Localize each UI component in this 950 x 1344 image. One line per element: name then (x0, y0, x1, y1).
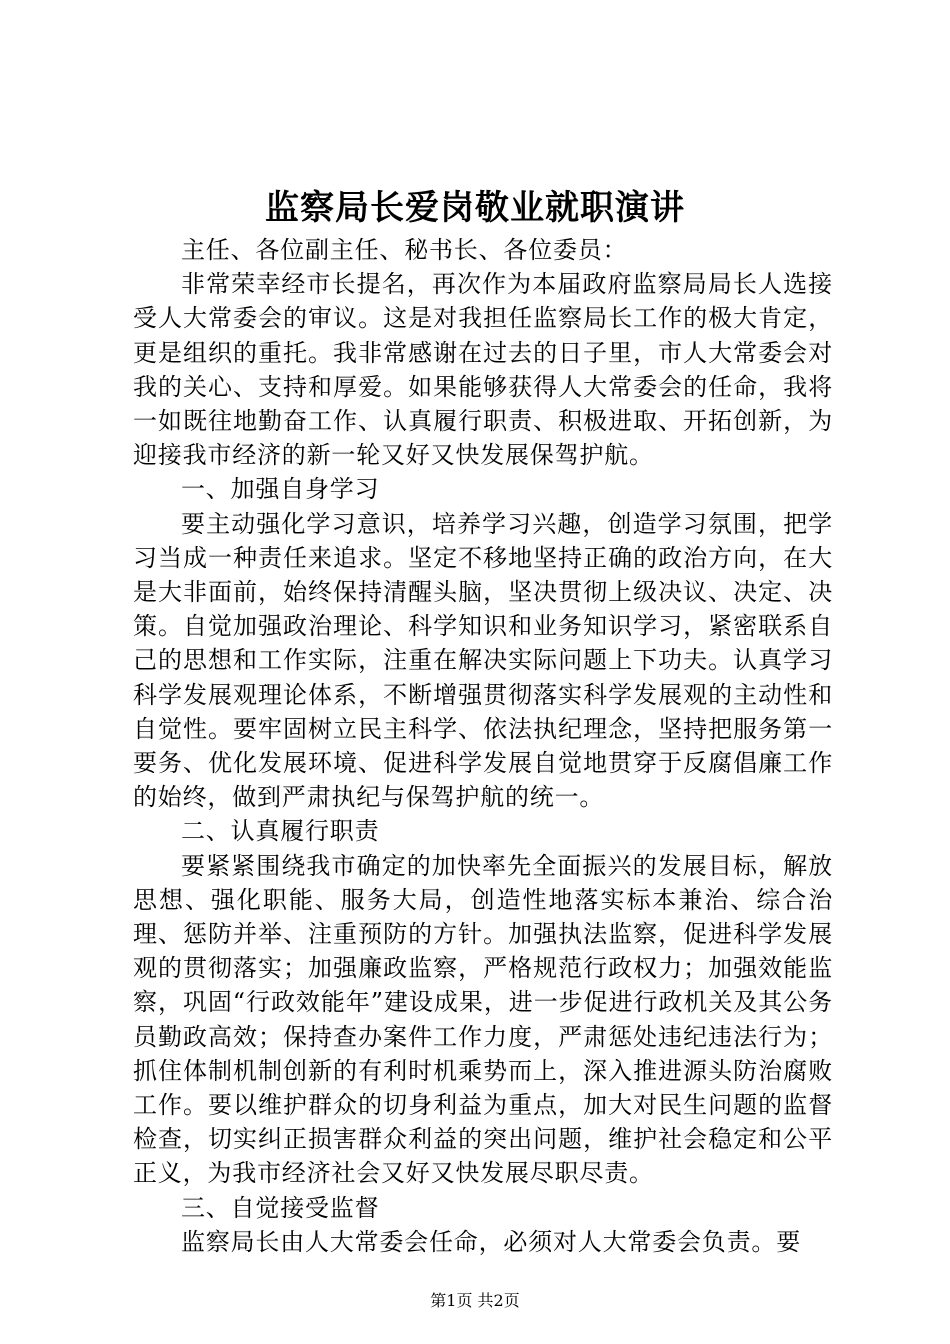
section-heading-3: 三、自觉接受监督 (181, 1193, 380, 1222)
salutation-paragraph: 主任、各位副主任、秘书长、各位委员： (181, 236, 628, 264)
intro-paragraph: 非常荣幸经市长提名，再次作为本届政府监察局局长人选接受人大常委会的审议。这是对我担任监察局长工作的极大肯定，更是组织的重托。我非常感谢在过去的日子里，市人大常委会对我的关心、支持和厚爱。如果能够获得人大常委会的任命，我将一如既往地勤奋工作、认真履行职责、积极进取、开拓创新，为迎接我市经济的新一轮又好又快发展保驾护航。 (133, 270, 833, 470)
document-body (133, 233, 833, 1259)
page-number-footer: 第1页 共2页 (430, 1291, 520, 1310)
section-3-paragraph: 监察局长由人大常委会任命，必须对人大常委会负责。要 (181, 1227, 801, 1256)
section-heading-1: 一、加强自身学习 (181, 475, 380, 504)
section-2-paragraph: 要紧紧围绕我市确定的加快率先全面振兴的发展目标，解放思想、强化职能、服务大局，创造性地落实标本兼治、综合治理、惩防并举、注重预防的方针。加强执法监察，促进科学发展观的贯彻落实；加强廉政监察，严格规范行政权力；加强效能监察，巩固“行政效能年”建设成果，进一步促进行政机关及其公务员勤政高效；保持查办案件工作力度，严肃惩处违纪违法行为；抓住体制机制创新的有利时机乘势而上，深入推进源头防治腐败工作。要以维护群众的切身利益为重点，加大对民生问题的监督检查，切实纠正损害群众利益的突出问题，维护社会稳定和公平正义，为我市经济社会又好又快发展尽职尽责。 (133, 851, 833, 1188)
section-heading-2: 二、认真履行职责 (181, 817, 380, 846)
section-1-paragraph: 要主动强化学习意识，培养学习兴趣，创造学习氛围，把学习当成一种责任来追求。坚定不移地坚持正确的政治方向，在大是大非面前，始终保持清醒头脑，坚决贯彻上级决议、决定、决策。自觉加强政治理论、科学知识和业务知识学习，紧密联系自己的思想和工作实际，注重在解决实际问题上下功夫。认真学习科学发展观理论体系，不断增强贯彻落实科学发展观的主动性和自觉性。要牢固树立民主科学、依法执纪理念，坚持把服务第一要务、优化发展环境、促进科学发展自觉地贯穿于反腐倡廉工作的始终，做到严肃执纪与保驾护航的统一。 (133, 509, 833, 812)
document-title: 监察局长爱岗敬业就职演讲 (265, 188, 685, 228)
